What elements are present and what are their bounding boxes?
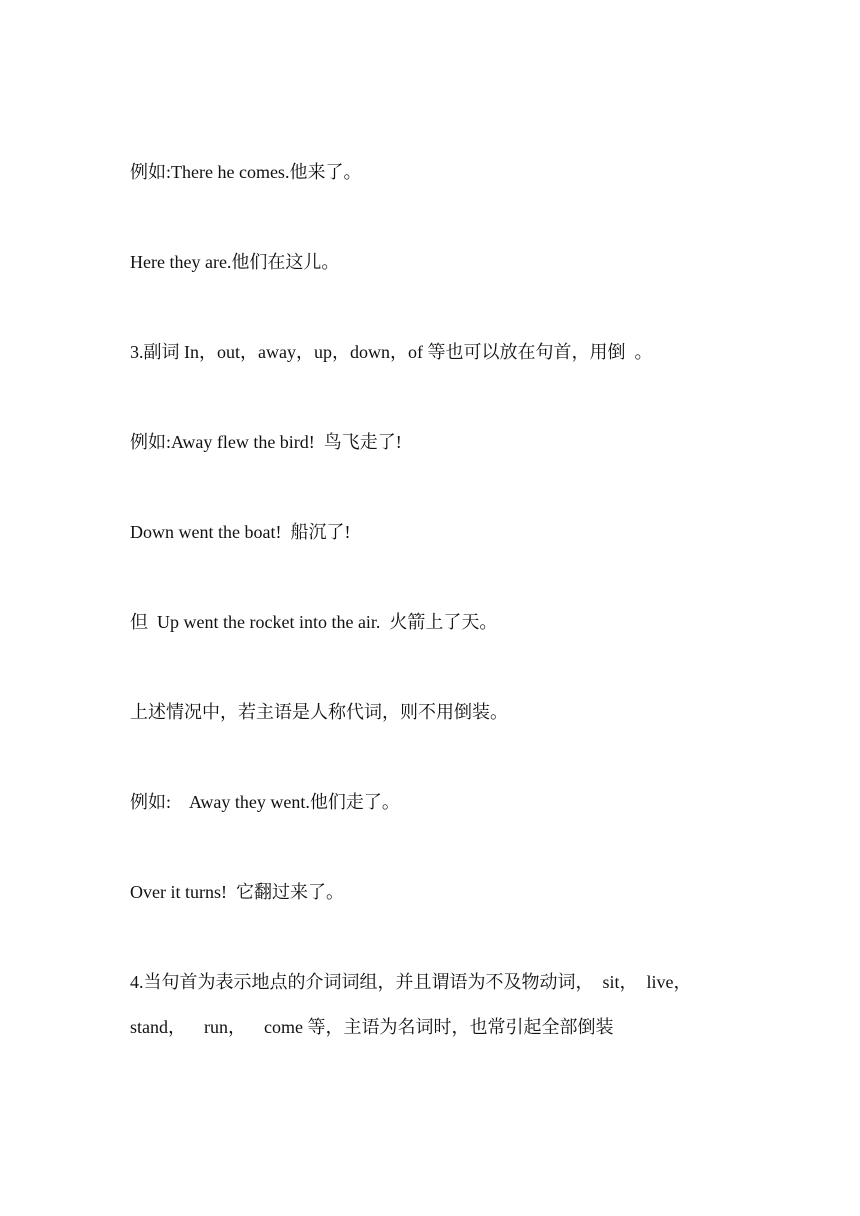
text-line-here-they-are: Here they are.他们在这儿。 [130,252,340,272]
text-line-up-went-the-rocket: 但 Up went the rocket into the air. 火箭上了天。 [130,612,498,632]
text-line-rule-4: 4.当句首为表示地点的介词词组，并且谓语为不及物动词， sit， live， [130,972,692,992]
text-line-rule-4-continued: stand， run， come 等，主语为名词时，也常引起全部倒装 [130,1017,614,1037]
text-line-rule-3: 3.副词 In，out，away，up，down，of 等也可以放在句首，用倒 。 [130,342,653,362]
text-line-down-went-the-boat: Down went the boat! 船沉了! [130,522,351,542]
text-line-example-there-he-comes: 例如:There he comes.他来了。 [130,162,362,182]
text-line-pronoun-subject-note: 上述情况中，若主语是人称代词，则不用倒装。 [130,702,508,722]
text-line-example-away-they-went: 例如: Away they went.他们走了。 [130,792,400,812]
text-line-over-it-turns: Over it turns! 它翻过来了。 [130,882,344,902]
text-line-example-away-flew: 例如:Away flew the bird! 鸟飞走了! [130,432,402,452]
